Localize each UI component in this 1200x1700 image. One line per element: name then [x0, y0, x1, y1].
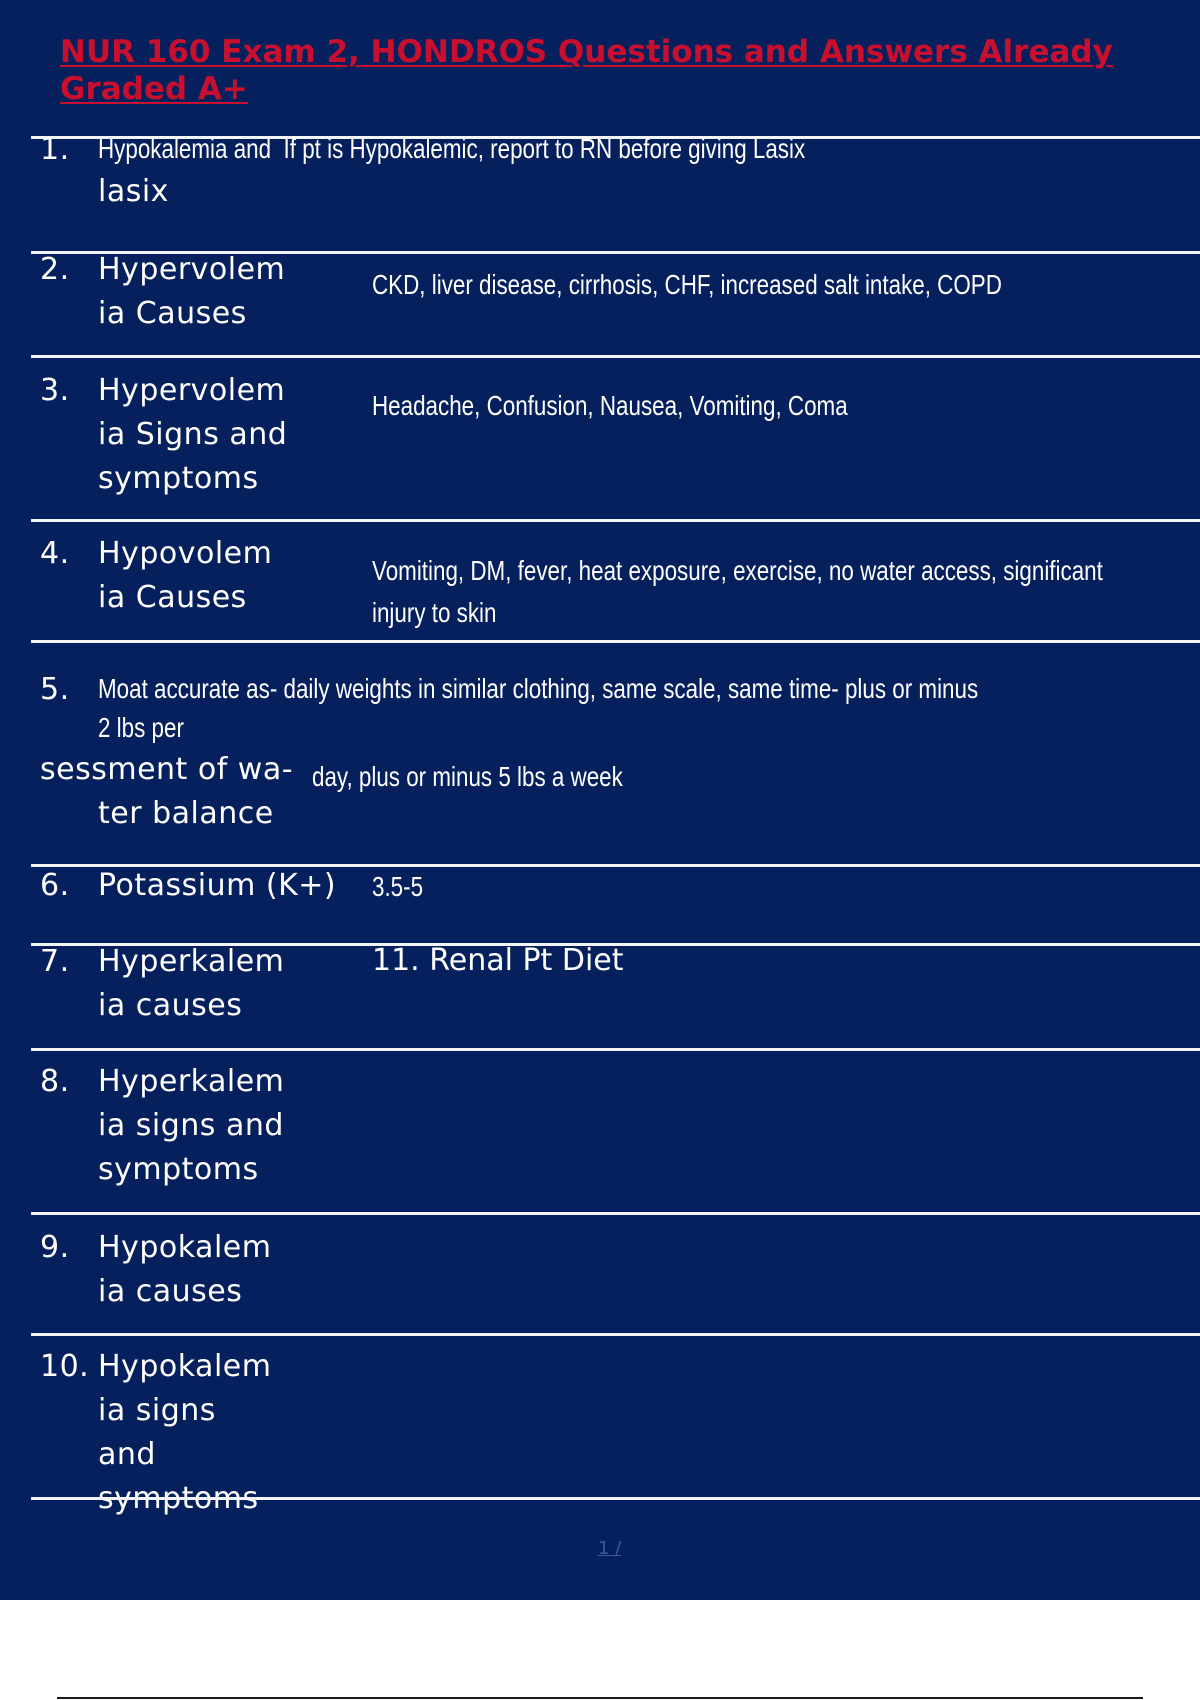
item-term [98, 532, 272, 620]
item-number: 1. [40, 132, 70, 167]
item-answer [372, 550, 1103, 634]
item-term-inline: Hypokalemia and [98, 133, 272, 164]
answer-line: Vomiting, DM, fever, heat exposure, exercise, no water access, significant [372, 555, 1103, 586]
answer-line: 3.5-5 [372, 871, 424, 902]
term-line: Potassium (K+) [98, 868, 337, 903]
term-line: lasix [98, 174, 169, 209]
term-line: sessment of wa- [40, 752, 294, 787]
term-line: and [98, 1437, 156, 1472]
item-term [98, 1345, 271, 1521]
term-line: Hypervolem [98, 252, 286, 287]
term-line: ia causes [98, 1274, 243, 1309]
row-divider [31, 355, 1200, 358]
page-bottom-rule [57, 1697, 1143, 1699]
answer-text: daily weights in similar clothing, same scale, same time- plus or minus [283, 673, 979, 704]
term-line: Hypokalem [98, 1349, 272, 1384]
term-line: ia signs and [98, 1108, 284, 1143]
item-number: 5. [40, 672, 70, 707]
term-line: ia Causes [98, 580, 247, 615]
answer-line: Headache, Confusion, Nausea, Vomiting, Coma [372, 390, 848, 421]
item-term [98, 369, 287, 501]
item-number: 3. [40, 373, 70, 408]
item-answer [372, 385, 848, 427]
term-line: Hypokalem [98, 1230, 272, 1265]
row-divider [31, 1497, 1200, 1500]
page-number: 1 / [598, 1538, 622, 1559]
term-line: symptoms [98, 1481, 259, 1516]
item-term [98, 248, 285, 336]
answer-line: 2 lbs per [98, 712, 184, 743]
item-number: 4. [40, 536, 70, 571]
item-number: 2. [40, 252, 70, 287]
term-line: Hyperkalem [98, 1064, 285, 1099]
item-term [98, 1226, 271, 1314]
term-line: ia signs [98, 1393, 216, 1428]
term-line: symptoms [98, 1152, 259, 1187]
term-line: Hyperkalem [98, 944, 285, 979]
row-divider [31, 640, 1200, 643]
row-divider [31, 1333, 1200, 1336]
item-term [98, 940, 284, 1028]
term-line: Hypervolem [98, 373, 286, 408]
item-number: 8. [40, 1064, 70, 1099]
item-number: 6. [40, 868, 70, 903]
item-answer [312, 756, 623, 798]
item-answer [98, 668, 978, 746]
term-line: ia Causes [98, 296, 247, 331]
term-line: ia Signs and [98, 417, 288, 452]
answer-line: CKD, liver disease, cirrhosis, CHF, increased salt intake, COPD [372, 269, 1002, 300]
item-term [98, 1060, 284, 1192]
item-term-inline: Moat accurate as- [98, 673, 278, 704]
row-divider [31, 519, 1200, 522]
term-line: ter balance [98, 796, 274, 831]
answer-line [98, 668, 978, 710]
item-answer [372, 940, 624, 982]
item-term [98, 792, 274, 836]
item-term [98, 170, 169, 214]
answer-line: 11. Renal Pt Diet [372, 943, 624, 978]
answer-line: day, plus or minus 5 lbs a week [312, 761, 623, 792]
term-line: Hypovolem [98, 536, 273, 571]
row-divider [31, 1212, 1200, 1215]
row-divider [31, 1048, 1200, 1051]
item-term [40, 748, 293, 792]
answer-text: If pt is Hypokalemic, report to RN before giving Lasix [283, 133, 806, 164]
item-answer [372, 866, 423, 908]
item-number: 7. [40, 944, 70, 979]
item-number: 9. [40, 1230, 70, 1265]
item-answer [98, 128, 805, 170]
answer-line: injury to skin [372, 597, 497, 628]
item-answer [372, 264, 1002, 306]
item-term [98, 864, 336, 908]
answer-line [98, 133, 805, 164]
term-line: symptoms [98, 461, 259, 496]
term-line: ia causes [98, 988, 243, 1023]
item-number: 10. [40, 1349, 90, 1384]
document-title: NUR 160 Exam 2, HONDROS Questions and Answers Already Graded A+ [60, 34, 1113, 107]
